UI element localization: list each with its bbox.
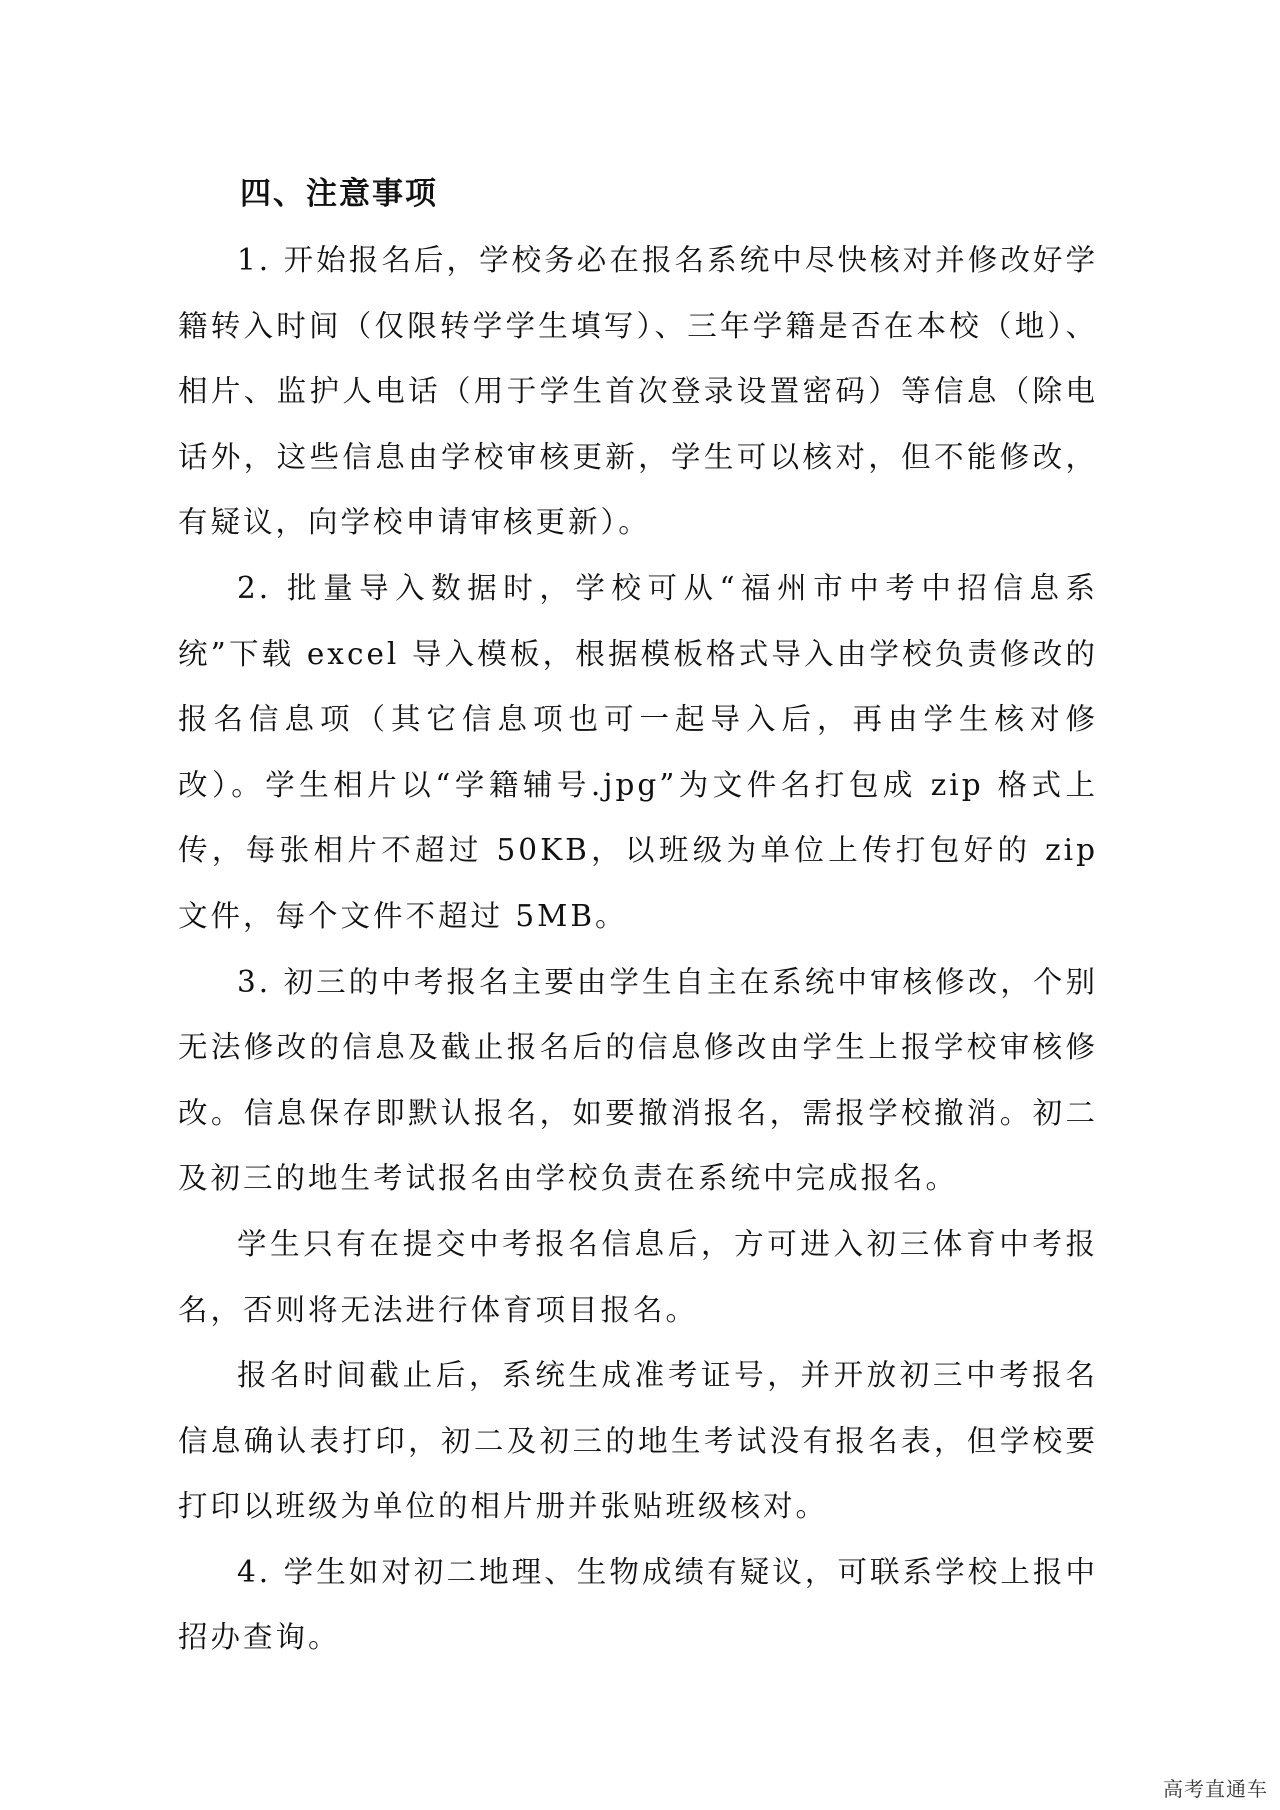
paragraph-2: 2. 批量导入数据时，学校可从“福州市中考中招信息系统”下载 excel 导入模板，根据模板格式导入由学校负责修改的报名信息项（其它信息项也可一起导入后，再由学生核对修改）。学生相片以“学籍辅号.jpg”为文件名打包成 zip 格式上传，每张相片不超过 50KB，以班级为单位上传打包好的 zip 文件，每个文件不超过 5MB。	[178, 570, 1098, 933]
paragraph-5: 报名时间截止后，系统生成准考证号，并开放初三中考报名信息确认表打印，初二及初三的地生考试没有报名表，但学校要打印以班级为单位的相片册并张贴班级核对。	[178, 1358, 1098, 1524]
paragraph-4: 学生只有在提交中考报名信息后，方可进入初三体育中考报名，否则将无法进行体育项目报名。	[178, 1226, 1098, 1327]
paragraph-6: 4. 学生如对初二地理、生物成绩有疑议，可联系学校上报中招办查询。	[178, 1554, 1098, 1655]
document-body	[178, 228, 1098, 1671]
watermark-label: 高考直通车	[1163, 1777, 1268, 1801]
paragraph-3: 3. 初三的中考报名主要由学生自主在系统中审核修改，个别无法修改的信息及截止报名后的信息修改由学生上报学校审核修改。信息保存即默认报名，如要撤消报名，需报学校撤消。初二及初三的地生考试报名由学校负责在系统中完成报名。	[178, 964, 1098, 1196]
paragraph-1: 1. 开始报名后，学校务必在报名系统中尽快核对并修改好学籍转入时间（仅限转学学生填写）、三年学籍是否在本校（地）、相片、监护人电话（用于学生首次登录设置密码）等信息（除电话外，这些信息由学校审核更新，学生可以核对，但不能修改，有疑议，向学校申请审核更新）。	[178, 243, 1098, 540]
section-heading: 四、注意事项	[240, 176, 438, 212]
